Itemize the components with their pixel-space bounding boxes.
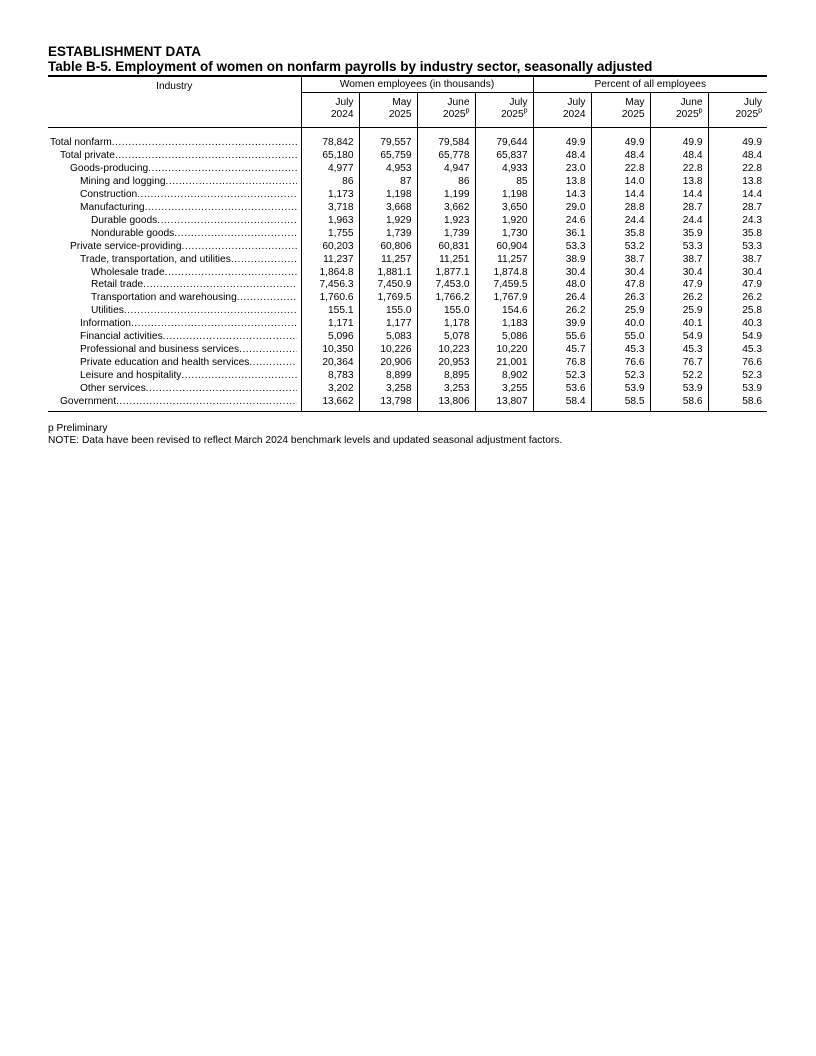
leader-dots bbox=[181, 370, 296, 383]
document-page bbox=[48, 44, 767, 447]
industry-label: Transportation and warehousing bbox=[91, 292, 237, 304]
percent-value-cell: 36.1 bbox=[533, 228, 591, 241]
women-value-cell: 3,718 bbox=[301, 202, 359, 215]
percent-value-cell: 30.4 bbox=[533, 267, 591, 280]
women-value-cell: 1,198 bbox=[359, 189, 417, 202]
industry-label-cell bbox=[48, 137, 301, 150]
women-value-cell: 13,807 bbox=[475, 396, 533, 411]
industry-label-cell bbox=[48, 176, 301, 189]
percent-value-cell: 14.3 bbox=[533, 189, 591, 202]
industry-label-cell bbox=[48, 331, 301, 344]
percent-value-cell: 58.5 bbox=[591, 396, 650, 411]
leader-dots bbox=[237, 292, 297, 305]
women-value-cell: 155.0 bbox=[417, 305, 475, 318]
preliminary-marker: p bbox=[758, 107, 763, 115]
percent-value-cell: 38.7 bbox=[708, 254, 767, 267]
women-value-cell: 1,755 bbox=[301, 228, 359, 241]
period-year-text: 2025 bbox=[500, 108, 524, 120]
table-notes bbox=[48, 423, 767, 447]
leader-dots bbox=[239, 344, 296, 357]
women-value-cell: 3,253 bbox=[417, 383, 475, 396]
percent-value-cell: 45.3 bbox=[708, 344, 767, 357]
percent-value-cell: 38.7 bbox=[591, 254, 650, 267]
percent-value-cell: 24.6 bbox=[533, 215, 591, 228]
industry-label-cell bbox=[48, 228, 301, 241]
percent-value-cell: 25.8 bbox=[708, 305, 767, 318]
percent-value-cell: 49.9 bbox=[708, 137, 767, 150]
percent-value-cell: 39.9 bbox=[533, 318, 591, 331]
women-value-cell: 13,662 bbox=[301, 396, 359, 411]
women-value-cell: 60,831 bbox=[417, 241, 475, 254]
percent-value-cell: 45.7 bbox=[533, 344, 591, 357]
industry-label-cell bbox=[48, 254, 301, 267]
women-value-cell: 5,086 bbox=[475, 331, 533, 344]
percent-value-cell: 25.9 bbox=[591, 305, 650, 318]
industry-label-cell bbox=[48, 383, 301, 396]
industry-label: Durable goods bbox=[91, 214, 158, 226]
women-value-cell: 8,895 bbox=[417, 370, 475, 383]
women-value-cell: 1,178 bbox=[417, 318, 475, 331]
table-row bbox=[48, 241, 767, 254]
table-row bbox=[48, 137, 767, 150]
women-value-cell: 87 bbox=[359, 176, 417, 189]
percent-period-header bbox=[533, 93, 591, 128]
women-value-cell: 1,760.6 bbox=[301, 292, 359, 305]
industry-label-cell bbox=[48, 215, 301, 228]
period-month: June bbox=[680, 97, 703, 108]
industry-label-cell bbox=[48, 189, 301, 202]
women-value-cell: 1,963 bbox=[301, 215, 359, 228]
leader-dots bbox=[116, 396, 296, 409]
percent-value-cell: 29.0 bbox=[533, 202, 591, 215]
women-value-cell: 13,798 bbox=[359, 396, 417, 411]
industry-label-cell bbox=[48, 357, 301, 370]
industry-label-cell bbox=[48, 150, 301, 163]
period-year bbox=[302, 109, 354, 121]
percent-value-cell: 13.8 bbox=[708, 176, 767, 189]
women-value-cell: 3,202 bbox=[301, 383, 359, 396]
industry-label-cell bbox=[48, 370, 301, 383]
women-value-cell: 11,257 bbox=[359, 254, 417, 267]
percent-value-cell: 35.9 bbox=[650, 228, 708, 241]
percent-value-cell: 28.8 bbox=[591, 202, 650, 215]
industry-label: Construction bbox=[80, 188, 138, 200]
industry-label-cell bbox=[48, 305, 301, 318]
period-month: July bbox=[743, 97, 763, 108]
period-month: July bbox=[509, 97, 528, 108]
percent-value-cell: 48.4 bbox=[591, 150, 650, 163]
percent-value-cell: 47.9 bbox=[650, 279, 708, 292]
percent-value-cell: 14.4 bbox=[650, 189, 708, 202]
percent-value-cell: 23.0 bbox=[533, 163, 591, 176]
women-value-cell: 20,953 bbox=[417, 357, 475, 370]
women-value-cell: 5,096 bbox=[301, 331, 359, 344]
percent-period-header bbox=[708, 93, 767, 128]
percent-value-cell: 49.9 bbox=[650, 137, 708, 150]
women-value-cell: 1,171 bbox=[301, 318, 359, 331]
table-row bbox=[48, 318, 767, 331]
industry-label: Leisure and hospitality bbox=[80, 370, 182, 382]
percent-value-cell: 52.2 bbox=[650, 370, 708, 383]
women-value-cell: 1,920 bbox=[475, 215, 533, 228]
women-value-cell: 1,198 bbox=[475, 189, 533, 202]
percent-value-cell: 53.3 bbox=[708, 241, 767, 254]
percent-value-cell: 30.4 bbox=[708, 267, 767, 280]
women-value-cell: 21,001 bbox=[475, 357, 533, 370]
women-value-cell: 1,173 bbox=[301, 189, 359, 202]
women-value-cell: 1,739 bbox=[359, 228, 417, 241]
percent-value-cell: 30.4 bbox=[591, 267, 650, 280]
industry-label: Utilities bbox=[91, 305, 124, 317]
table-row bbox=[48, 202, 767, 215]
women-value-cell: 4,947 bbox=[417, 163, 475, 176]
leader-dots bbox=[137, 189, 296, 202]
period-year-text: 2025 bbox=[442, 108, 466, 120]
percent-value-cell: 76.8 bbox=[533, 357, 591, 370]
women-value-cell: 4,933 bbox=[475, 163, 533, 176]
industry-label: Information bbox=[80, 318, 131, 330]
percent-value-cell: 76.6 bbox=[591, 357, 650, 370]
women-value-cell: 4,977 bbox=[301, 163, 359, 176]
period-year bbox=[709, 109, 763, 121]
leader-dots bbox=[165, 267, 297, 280]
percent-value-cell: 76.7 bbox=[650, 357, 708, 370]
percent-value-cell: 35.8 bbox=[708, 228, 767, 241]
women-period-header bbox=[417, 93, 475, 128]
leader-dots bbox=[249, 357, 296, 370]
preliminary-marker: p bbox=[465, 107, 470, 115]
industry-label: Total nonfarm bbox=[50, 137, 112, 148]
industry-label: Private service-providing bbox=[70, 240, 182, 252]
percent-value-cell: 54.9 bbox=[650, 331, 708, 344]
percent-value-cell: 26.2 bbox=[708, 292, 767, 305]
percent-value-cell: 58.6 bbox=[708, 396, 767, 411]
industry-label: Manufacturing bbox=[80, 201, 145, 213]
women-value-cell: 10,226 bbox=[359, 344, 417, 357]
women-value-cell: 1,177 bbox=[359, 318, 417, 331]
percent-value-cell: 58.4 bbox=[533, 396, 591, 411]
period-month: June bbox=[447, 97, 470, 108]
leader-dots bbox=[166, 176, 297, 189]
percent-value-cell: 35.8 bbox=[591, 228, 650, 241]
table-row bbox=[48, 267, 767, 280]
women-value-cell: 60,806 bbox=[359, 241, 417, 254]
women-value-cell: 8,899 bbox=[359, 370, 417, 383]
women-period-header bbox=[475, 93, 533, 128]
percent-value-cell: 52.3 bbox=[591, 370, 650, 383]
women-value-cell: 4,953 bbox=[359, 163, 417, 176]
leader-dots bbox=[163, 331, 297, 344]
industry-label-cell bbox=[48, 267, 301, 280]
period-year-text: 2025 bbox=[675, 108, 699, 120]
women-value-cell: 65,837 bbox=[475, 150, 533, 163]
industry-label-cell bbox=[48, 344, 301, 357]
industry-label: Wholesale trade bbox=[91, 266, 165, 278]
period-year-text: 2024 bbox=[330, 108, 354, 120]
industry-column-header: Industry bbox=[48, 76, 301, 128]
percent-value-cell: 13.8 bbox=[650, 176, 708, 189]
women-value-cell: 1,864.8 bbox=[301, 267, 359, 280]
women-employees-group-header: Women employees (in thousands) bbox=[301, 76, 533, 93]
women-value-cell: 1,730 bbox=[475, 228, 533, 241]
period-year bbox=[651, 109, 703, 121]
percent-value-cell: 48.4 bbox=[650, 150, 708, 163]
percent-value-cell: 22.8 bbox=[650, 163, 708, 176]
percent-value-cell: 53.2 bbox=[591, 241, 650, 254]
percent-value-cell: 26.4 bbox=[533, 292, 591, 305]
period-year bbox=[418, 109, 470, 121]
industry-label: Mining and logging bbox=[80, 175, 166, 187]
period-year bbox=[360, 109, 412, 121]
women-value-cell: 85 bbox=[475, 176, 533, 189]
period-month: May bbox=[625, 97, 645, 108]
percent-value-cell: 22.8 bbox=[708, 163, 767, 176]
percent-value-cell: 55.0 bbox=[591, 331, 650, 344]
percent-value-cell: 26.2 bbox=[533, 305, 591, 318]
percent-value-cell: 22.8 bbox=[591, 163, 650, 176]
women-value-cell: 154.6 bbox=[475, 305, 533, 318]
percent-value-cell: 40.3 bbox=[708, 318, 767, 331]
percent-value-cell: 47.8 bbox=[591, 279, 650, 292]
employment-table bbox=[48, 75, 767, 412]
women-value-cell: 60,904 bbox=[475, 241, 533, 254]
percent-value-cell: 53.3 bbox=[650, 241, 708, 254]
period-year-text: 2025 bbox=[621, 108, 645, 120]
percent-group-header: Percent of all employees bbox=[533, 76, 767, 93]
women-value-cell: 20,364 bbox=[301, 357, 359, 370]
industry-label-cell bbox=[48, 279, 301, 292]
leader-dots bbox=[112, 137, 297, 150]
table-row bbox=[48, 176, 767, 189]
women-value-cell: 7,453.0 bbox=[417, 279, 475, 292]
women-value-cell: 3,662 bbox=[417, 202, 475, 215]
percent-value-cell: 53.6 bbox=[533, 383, 591, 396]
period-year bbox=[476, 109, 528, 121]
preliminary-marker: p bbox=[698, 107, 703, 115]
leader-dots bbox=[174, 228, 296, 241]
percent-period-header bbox=[591, 93, 650, 128]
women-value-cell: 3,668 bbox=[359, 202, 417, 215]
women-value-cell: 10,220 bbox=[475, 344, 533, 357]
industry-label-cell bbox=[48, 241, 301, 254]
percent-value-cell: 48.0 bbox=[533, 279, 591, 292]
women-value-cell: 65,180 bbox=[301, 150, 359, 163]
percent-value-cell: 49.9 bbox=[591, 137, 650, 150]
women-value-cell: 5,083 bbox=[359, 331, 417, 344]
percent-value-cell: 26.3 bbox=[591, 292, 650, 305]
industry-label: Private education and health services bbox=[80, 357, 250, 369]
women-value-cell: 1,923 bbox=[417, 215, 475, 228]
percent-value-cell: 53.9 bbox=[650, 383, 708, 396]
women-period-header bbox=[301, 93, 359, 128]
women-value-cell: 11,237 bbox=[301, 254, 359, 267]
percent-value-cell: 14.4 bbox=[708, 189, 767, 202]
industry-label-cell bbox=[48, 318, 301, 331]
women-value-cell: 7,456.3 bbox=[301, 279, 359, 292]
percent-value-cell: 47.9 bbox=[708, 279, 767, 292]
women-value-cell: 79,644 bbox=[475, 137, 533, 150]
percent-value-cell: 14.0 bbox=[591, 176, 650, 189]
table-row bbox=[48, 383, 767, 396]
industry-label-cell bbox=[48, 202, 301, 215]
percent-value-cell: 53.9 bbox=[591, 383, 650, 396]
leader-dots bbox=[146, 383, 297, 396]
women-value-cell: 1,766.2 bbox=[417, 292, 475, 305]
women-value-cell: 10,350 bbox=[301, 344, 359, 357]
industry-label: Financial activities bbox=[80, 331, 163, 343]
industry-label: Goods-producing bbox=[70, 162, 149, 174]
women-value-cell: 1,767.9 bbox=[475, 292, 533, 305]
women-value-cell: 3,650 bbox=[475, 202, 533, 215]
preliminary-marker: p bbox=[523, 107, 528, 115]
industry-label-cell bbox=[48, 396, 301, 411]
revision-note: NOTE: Data have been revised to reflect March 2024 benchmark levels and updated seasonal adjustment factors. bbox=[48, 435, 563, 447]
percent-value-cell: 24.4 bbox=[650, 215, 708, 228]
industry-label: Trade, transportation, and utilities bbox=[80, 253, 231, 265]
women-value-cell: 8,902 bbox=[475, 370, 533, 383]
table-row bbox=[48, 279, 767, 292]
industry-label: Total private bbox=[60, 149, 115, 161]
table-row bbox=[48, 331, 767, 344]
section-title: ESTABLISHMENT DATA bbox=[48, 44, 201, 59]
women-value-cell: 1,183 bbox=[475, 318, 533, 331]
table-row bbox=[48, 254, 767, 267]
period-year-text: 2024 bbox=[562, 108, 586, 120]
leader-dots bbox=[131, 318, 297, 331]
women-value-cell: 1,199 bbox=[417, 189, 475, 202]
percent-value-cell: 52.3 bbox=[708, 370, 767, 383]
percent-value-cell: 30.4 bbox=[650, 267, 708, 280]
women-value-cell: 79,584 bbox=[417, 137, 475, 150]
percent-value-cell: 55.6 bbox=[533, 331, 591, 344]
women-value-cell: 78,842 bbox=[301, 137, 359, 150]
industry-label-cell bbox=[48, 163, 301, 176]
leader-dots bbox=[143, 279, 296, 292]
percent-value-cell: 52.3 bbox=[533, 370, 591, 383]
table-row bbox=[48, 396, 767, 411]
percent-value-cell: 13.8 bbox=[533, 176, 591, 189]
percent-value-cell: 58.6 bbox=[650, 396, 708, 411]
women-value-cell: 3,258 bbox=[359, 383, 417, 396]
women-value-cell: 65,759 bbox=[359, 150, 417, 163]
table-row bbox=[48, 150, 767, 163]
percent-value-cell: 53.9 bbox=[708, 383, 767, 396]
percent-value-cell: 38.7 bbox=[650, 254, 708, 267]
preliminary-footnote: p Preliminary bbox=[48, 423, 108, 435]
table-row bbox=[48, 228, 767, 241]
women-value-cell: 1,877.1 bbox=[417, 267, 475, 280]
percent-period-header bbox=[650, 93, 708, 128]
percent-value-cell: 28.7 bbox=[650, 202, 708, 215]
leader-dots bbox=[157, 215, 296, 228]
women-value-cell: 155.0 bbox=[359, 305, 417, 318]
period-year-text: 2025 bbox=[735, 108, 759, 120]
period-year-text: 2025 bbox=[388, 108, 412, 120]
table-row bbox=[48, 357, 767, 370]
table-row bbox=[48, 189, 767, 202]
women-value-cell: 79,557 bbox=[359, 137, 417, 150]
percent-value-cell: 53.3 bbox=[533, 241, 591, 254]
percent-value-cell: 38.9 bbox=[533, 254, 591, 267]
women-value-cell: 65,778 bbox=[417, 150, 475, 163]
women-value-cell: 1,739 bbox=[417, 228, 475, 241]
percent-value-cell: 28.7 bbox=[708, 202, 767, 215]
period-year bbox=[592, 109, 645, 121]
leader-dots bbox=[115, 150, 297, 163]
industry-label-cell bbox=[48, 292, 301, 305]
period-month: July bbox=[567, 97, 586, 108]
table-row bbox=[48, 163, 767, 176]
percent-value-cell: 25.9 bbox=[650, 305, 708, 318]
table-row bbox=[48, 344, 767, 357]
period-month: May bbox=[392, 97, 412, 108]
percent-value-cell: 40.0 bbox=[591, 318, 650, 331]
women-value-cell: 155.1 bbox=[301, 305, 359, 318]
women-value-cell: 1,769.5 bbox=[359, 292, 417, 305]
table-row bbox=[48, 370, 767, 383]
leader-dots bbox=[182, 241, 297, 254]
industry-label: Government bbox=[60, 396, 117, 408]
women-value-cell: 86 bbox=[417, 176, 475, 189]
percent-value-cell: 76.6 bbox=[708, 357, 767, 370]
table-title: Table B-5. Employment of women on nonfarm payrolls by industry sector, seasonally adjusted bbox=[48, 59, 653, 74]
percent-value-cell: 45.3 bbox=[591, 344, 650, 357]
women-period-header bbox=[359, 93, 417, 128]
leader-dots bbox=[148, 163, 296, 176]
period-month: July bbox=[335, 97, 354, 108]
women-value-cell: 8,783 bbox=[301, 370, 359, 383]
women-value-cell: 11,251 bbox=[417, 254, 475, 267]
women-value-cell: 3,255 bbox=[475, 383, 533, 396]
women-value-cell: 7,450.9 bbox=[359, 279, 417, 292]
percent-value-cell: 24.3 bbox=[708, 215, 767, 228]
industry-label: Retail trade bbox=[91, 279, 144, 291]
women-value-cell: 7,459.5 bbox=[475, 279, 533, 292]
table-row bbox=[48, 305, 767, 318]
percent-value-cell: 14.4 bbox=[591, 189, 650, 202]
percent-value-cell: 45.3 bbox=[650, 344, 708, 357]
percent-value-cell: 54.9 bbox=[708, 331, 767, 344]
women-value-cell: 60,203 bbox=[301, 241, 359, 254]
women-value-cell: 1,929 bbox=[359, 215, 417, 228]
women-value-cell: 86 bbox=[301, 176, 359, 189]
percent-value-cell: 49.9 bbox=[533, 137, 591, 150]
women-value-cell: 1,881.1 bbox=[359, 267, 417, 280]
leader-dots bbox=[231, 254, 297, 267]
industry-label: Nondurable goods bbox=[91, 227, 175, 239]
women-value-cell: 20,906 bbox=[359, 357, 417, 370]
women-value-cell: 10,223 bbox=[417, 344, 475, 357]
percent-value-cell: 26.2 bbox=[650, 292, 708, 305]
percent-value-cell: 48.4 bbox=[533, 150, 591, 163]
industry-label: Other services bbox=[80, 383, 146, 395]
industry-label: Professional and business services bbox=[80, 344, 240, 356]
table-row bbox=[48, 292, 767, 305]
leader-dots bbox=[145, 202, 297, 215]
women-value-cell: 5,078 bbox=[417, 331, 475, 344]
women-value-cell: 11,257 bbox=[475, 254, 533, 267]
period-year bbox=[534, 109, 586, 121]
table-row bbox=[48, 215, 767, 228]
percent-value-cell: 24.4 bbox=[591, 215, 650, 228]
percent-value-cell: 48.4 bbox=[708, 150, 767, 163]
spacer-row bbox=[48, 128, 767, 138]
women-value-cell: 13,806 bbox=[417, 396, 475, 411]
women-value-cell: 1,874.8 bbox=[475, 267, 533, 280]
leader-dots bbox=[124, 305, 297, 318]
percent-value-cell: 40.1 bbox=[650, 318, 708, 331]
